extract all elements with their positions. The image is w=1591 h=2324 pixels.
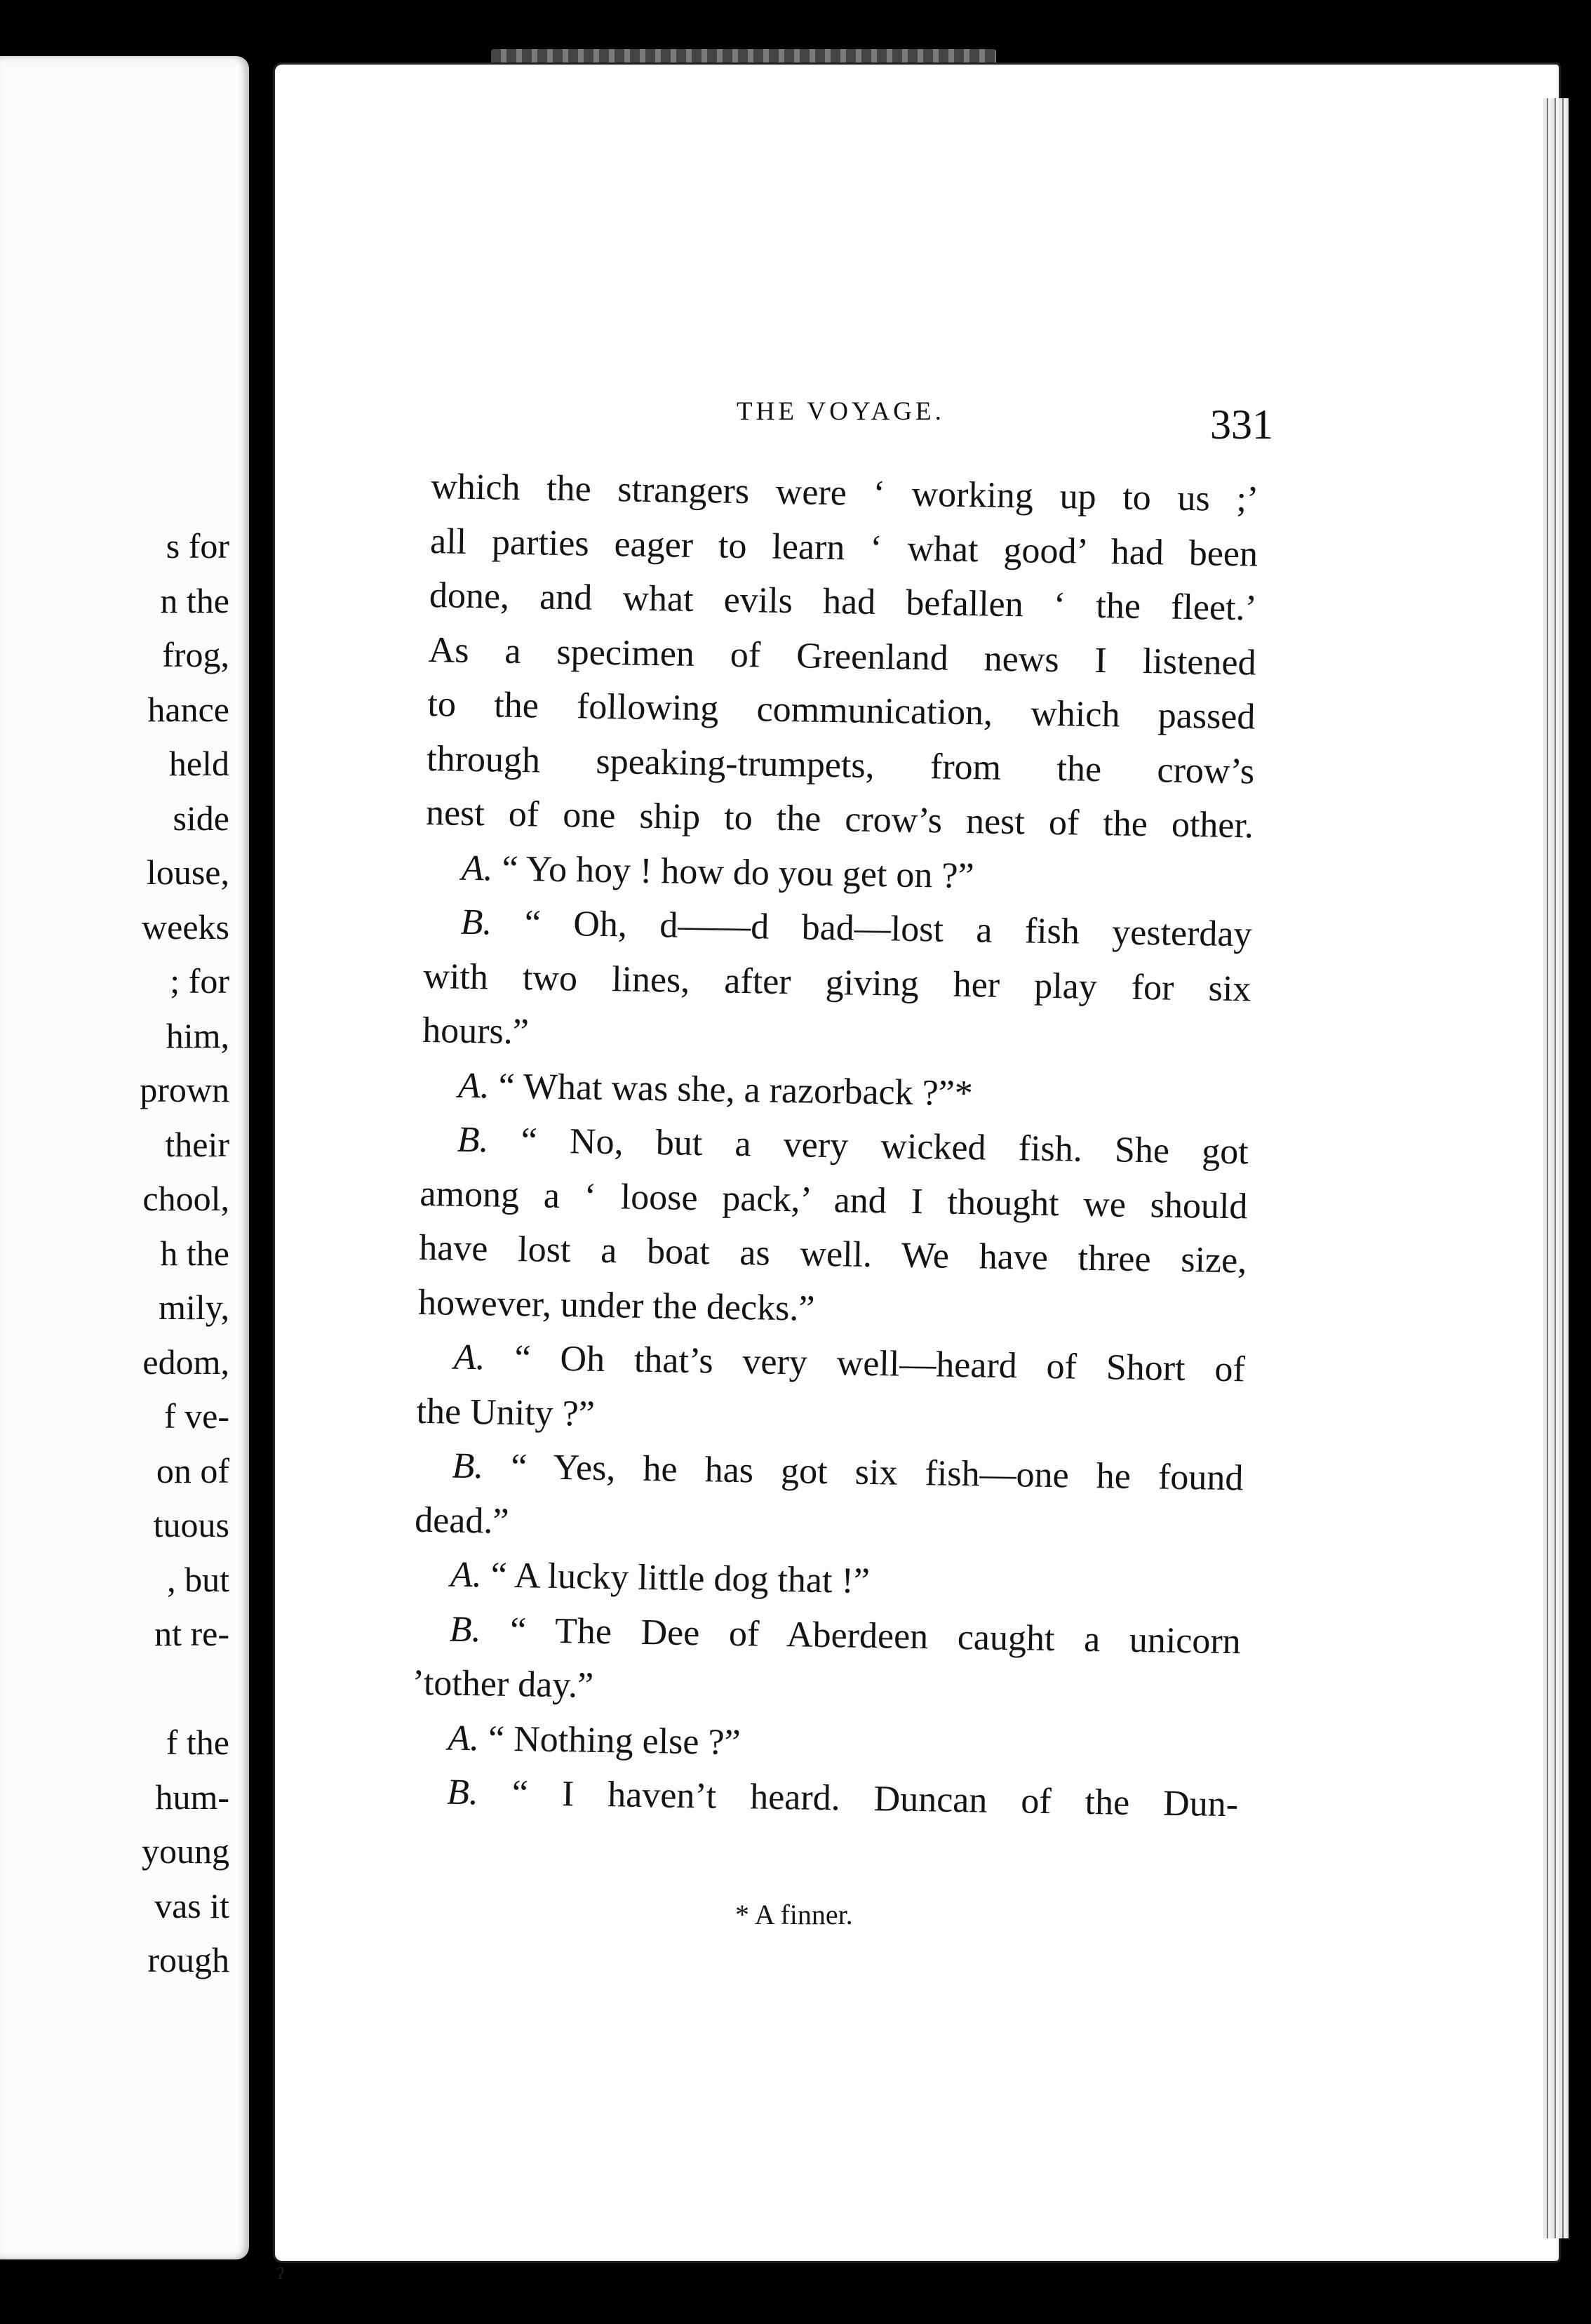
line-text: “ A lucky little dog that !”: [490, 1555, 871, 1602]
left-page-fragment: rough: [147, 1940, 229, 1979]
line-text: ’tother day.”: [412, 1662, 594, 1706]
line-text: dead.”: [414, 1500, 509, 1542]
line-text: however, under the decks.”: [417, 1282, 815, 1329]
line-text: nest of one ship to the crow’s nest of the other.: [425, 792, 1254, 846]
line-text: have lost a boat as well. We have three size,: [418, 1227, 1247, 1281]
left-page-fragment: side: [173, 798, 229, 838]
left-page-fragment: h the: [160, 1233, 229, 1273]
speaker-label: A.: [453, 1337, 486, 1378]
line-text: “ Yes, he has got six fish—one he found: [510, 1446, 1244, 1499]
left-page-fragment: young: [142, 1831, 229, 1871]
left-page-fragment: hum-: [155, 1777, 229, 1817]
speaker-label: A.: [450, 1554, 483, 1596]
running-head: THE VOYAGE.: [737, 397, 945, 426]
left-page-fragment: edom,: [142, 1342, 229, 1382]
line-text: through speaking-trumpets, from the crow’s: [426, 738, 1255, 792]
line-text: the Unity ?”: [416, 1391, 596, 1434]
speaker-label: A.: [457, 1065, 490, 1106]
line-text: “ Nothing else ?”: [488, 1718, 741, 1763]
line-text: “ Oh that’s very well—heard of Short of: [514, 1338, 1246, 1390]
speaker-label: B.: [457, 1119, 489, 1161]
speaker-label: A.: [461, 848, 494, 888]
left-page-fragment: hance: [147, 689, 229, 729]
line-text: “ What was she, a razorback ?”*: [498, 1066, 974, 1114]
left-page-fragment: n the: [160, 580, 229, 620]
line-text: with two lines, after giving her play for six: [422, 956, 1251, 1009]
line-text: hours.”: [422, 1010, 530, 1053]
speaker-label: B.: [460, 902, 492, 943]
line-text: As a specimen of Greenland news I listened: [428, 629, 1257, 683]
left-page-fragment: frog,: [162, 635, 229, 674]
left-page-fragment: chool,: [142, 1179, 229, 1218]
left-page-fragment: nt re-: [154, 1614, 229, 1653]
line-text: which the strangers were ‘ working up to us ;’: [430, 466, 1259, 520]
page-edges: [1543, 98, 1569, 2238]
speaker-label: B.: [452, 1445, 484, 1487]
left-page-fragment: ; for: [170, 961, 229, 1001]
left-page-fragment: on of: [156, 1450, 229, 1490]
left-page-fragment: held: [168, 744, 229, 783]
line-text: “ Oh, d——d bad—lost a fish yesterday: [524, 903, 1252, 955]
left-page-fragment: f the: [166, 1723, 229, 1762]
line-text: all parties eager to learn ‘ what good’ had been: [429, 521, 1258, 575]
speaker-label: B.: [446, 1772, 479, 1813]
line-text: “ I haven’t heard. Duncan of the Dun-: [511, 1773, 1239, 1825]
line-text: “ Yo hoy ! how do you get on ?”: [502, 848, 975, 896]
left-page-fragment: [140, 1662, 229, 1716]
left-page-fragment: f ve-: [164, 1396, 229, 1436]
left-page-fragment: tuous: [153, 1505, 229, 1544]
left-page-text-fragments: [140, 519, 229, 1988]
speaker-label: B.: [449, 1609, 482, 1650]
line-text: “ The Dee of Aberdeen caught a unicorn: [509, 1610, 1242, 1662]
left-page-fragment: weeks: [142, 907, 229, 947]
body-text: [410, 460, 1259, 1832]
left-facing-page: [0, 56, 249, 2259]
footnote: * A finner.: [735, 1899, 853, 1930]
left-page-fragment: mily,: [159, 1288, 229, 1327]
speaker-label: A.: [447, 1718, 480, 1758]
left-page-fragment: s for: [166, 526, 229, 566]
left-page-fragment: vas it: [154, 1885, 229, 1925]
line-text: among a ‘ loose pack,’ and I thought we should: [419, 1173, 1248, 1227]
line-text: done, and what evils had befallen ‘ the fleet.’: [429, 575, 1258, 629]
stray-mark: ˀ: [277, 2262, 284, 2293]
left-page-fragment: , but: [167, 1559, 229, 1599]
left-page-fragment: louse,: [146, 853, 229, 892]
line-text: to the following communication, which passed: [427, 683, 1256, 737]
page-number: 331: [1210, 401, 1273, 448]
left-page-fragment: their: [165, 1124, 229, 1164]
left-page-fragment: him,: [166, 1015, 229, 1055]
left-page-fragment: prown: [140, 1070, 229, 1109]
line-text: “ No, but a very wicked fish. She got: [521, 1121, 1249, 1173]
